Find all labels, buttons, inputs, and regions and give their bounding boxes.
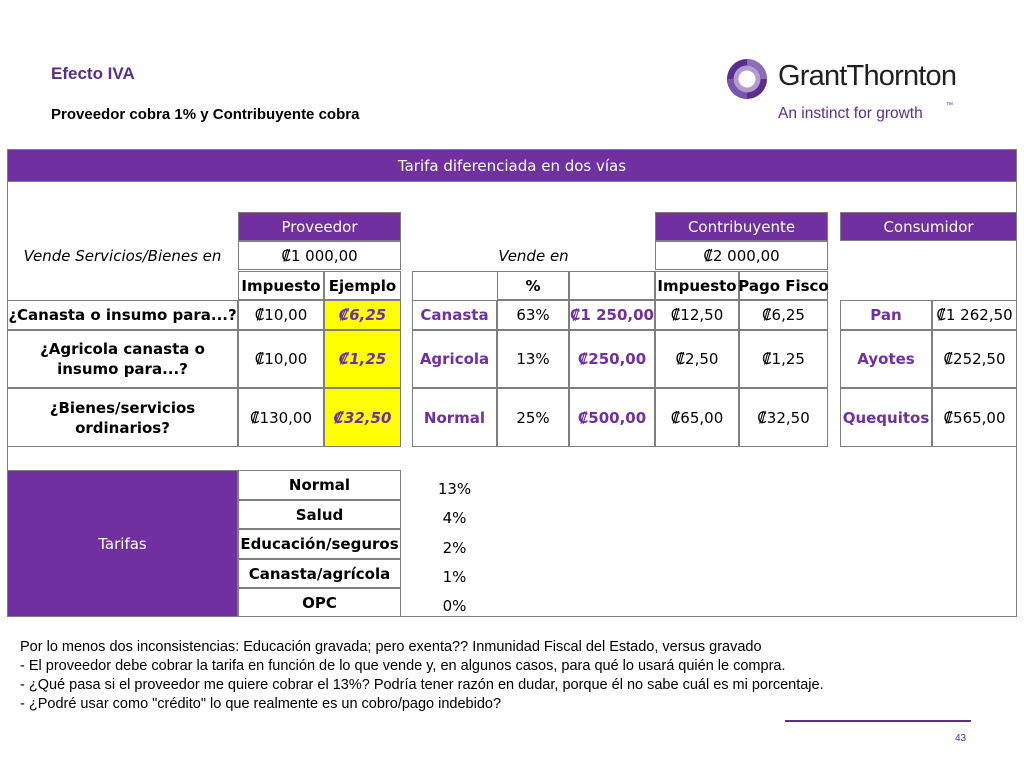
slide-subtitle: Proveedor cobra 1% y Contribuyente cobra: [51, 106, 360, 123]
tarifas-label: Tarifas: [7, 470, 238, 617]
vende-en-label: Vende en: [498, 246, 569, 265]
tarifa-name: Educación/seguros: [238, 529, 401, 559]
col-header-blank: [569, 271, 655, 300]
notes-block: [20, 638, 1010, 714]
row-product: Ayotes: [840, 330, 932, 388]
row-pct: 13%: [497, 330, 569, 388]
row-impuesto-contribuyente: ₡65,00: [655, 388, 739, 447]
tarifa-name: Canasta/agrícola: [238, 559, 401, 588]
col-header-impuesto: Impuesto: [238, 271, 324, 300]
logo-wordmark: GrantThornton: [778, 60, 957, 92]
row-pct: 25%: [497, 388, 569, 447]
row-pct: 63%: [497, 300, 569, 330]
row-pago-fisco: ₡1,25: [739, 330, 828, 388]
row-amount: ₡1 250,00: [569, 300, 655, 330]
tarifa-rate: 4%: [442, 509, 467, 527]
tarifa-name: OPC: [238, 588, 401, 617]
row-category: Normal: [412, 388, 497, 447]
note-line: - El proveedor debe cobrar la tarifa en función de lo que vende y, en algunos casos, para qué lo usará quién le compra.: [20, 658, 786, 674]
row-pago-fisco: ₡32,50: [739, 388, 828, 447]
col-header-ejemplo: Ejemplo: [324, 271, 401, 300]
row-ejemplo: ₡1,25: [324, 330, 401, 388]
slide-title: Efecto IVA: [51, 64, 135, 83]
row-question: ¿Bienes/servicios ordinarios?: [7, 388, 238, 447]
tarifa-name: Normal: [238, 470, 401, 500]
logo-tagline: An instinct for growth: [778, 105, 923, 122]
row-impuesto-contribuyente: ₡2,50: [655, 330, 739, 388]
logo-trademark: ™: [946, 102, 953, 109]
row-product-price: ₡252,50: [932, 330, 1017, 388]
row-category: Canasta: [412, 300, 497, 330]
row-impuesto: ₡10,00: [238, 330, 324, 388]
row-question: ¿Canasta o insumo para...?: [7, 300, 238, 330]
note-line: - ¿Qué pasa si el proveedor me quiere cobrar el 13%? Podría tener razón en dudar, porque él no sabe cuál es mi porcentaje.: [20, 677, 824, 693]
row-ejemplo: ₡32,50: [324, 388, 401, 447]
footer-divider: [785, 720, 971, 722]
vende-servicios-label: Vende Servicios/Bienes en: [23, 246, 222, 265]
table-banner: Tarifa diferenciada en dos vías: [7, 149, 1017, 182]
row-product-price: ₡1 262,50: [932, 300, 1017, 330]
note-line: Por lo menos dos inconsistencias: Educación gravada; pero exenta?? Inmunidad Fiscal del Estado, versus gravado: [20, 639, 762, 655]
row-amount: ₡500,00: [569, 388, 655, 447]
tarifa-rate: 13%: [437, 480, 472, 498]
col-header-impuesto-contribuyente: Impuesto: [655, 271, 739, 300]
row-amount: ₡250,00: [569, 330, 655, 388]
row-product: Quequitos: [840, 388, 932, 447]
vende-en-amount: ₡2 000,00: [655, 241, 828, 270]
note-line: - ¿Podré usar como "crédito" lo que realmente es un cobro/pago indebido?: [20, 696, 502, 712]
row-ejemplo: ₡6,25: [324, 300, 401, 330]
contribuyente-header: Contribuyente: [655, 212, 828, 241]
row-pago-fisco: ₡6,25: [739, 300, 828, 330]
page-number: 43: [955, 733, 967, 744]
row-question: ¿Agricola canasta o insumo para...?: [7, 330, 238, 388]
row-impuesto: ₡130,00: [238, 388, 324, 447]
tarifa-rate: 2%: [442, 539, 467, 557]
row-impuesto-contribuyente: ₡12,50: [655, 300, 739, 330]
tarifa-rate: 0%: [442, 597, 467, 615]
row-product-price: ₡565,00: [932, 388, 1017, 447]
col-header-pago-fisco: Pago Fisco: [739, 271, 828, 300]
row-impuesto: ₡10,00: [238, 300, 324, 330]
consumidor-header: Consumidor: [840, 212, 1017, 241]
col-header-pct: %: [497, 271, 569, 300]
proveedor-header: Proveedor: [238, 212, 401, 241]
tarifa-rate: 1%: [442, 568, 467, 586]
row-product: Pan: [840, 300, 932, 330]
vende-servicios-amount: ₡1 000,00: [238, 241, 401, 270]
row-category: Agricola: [412, 330, 497, 388]
tarifa-name: Salud: [238, 500, 401, 529]
